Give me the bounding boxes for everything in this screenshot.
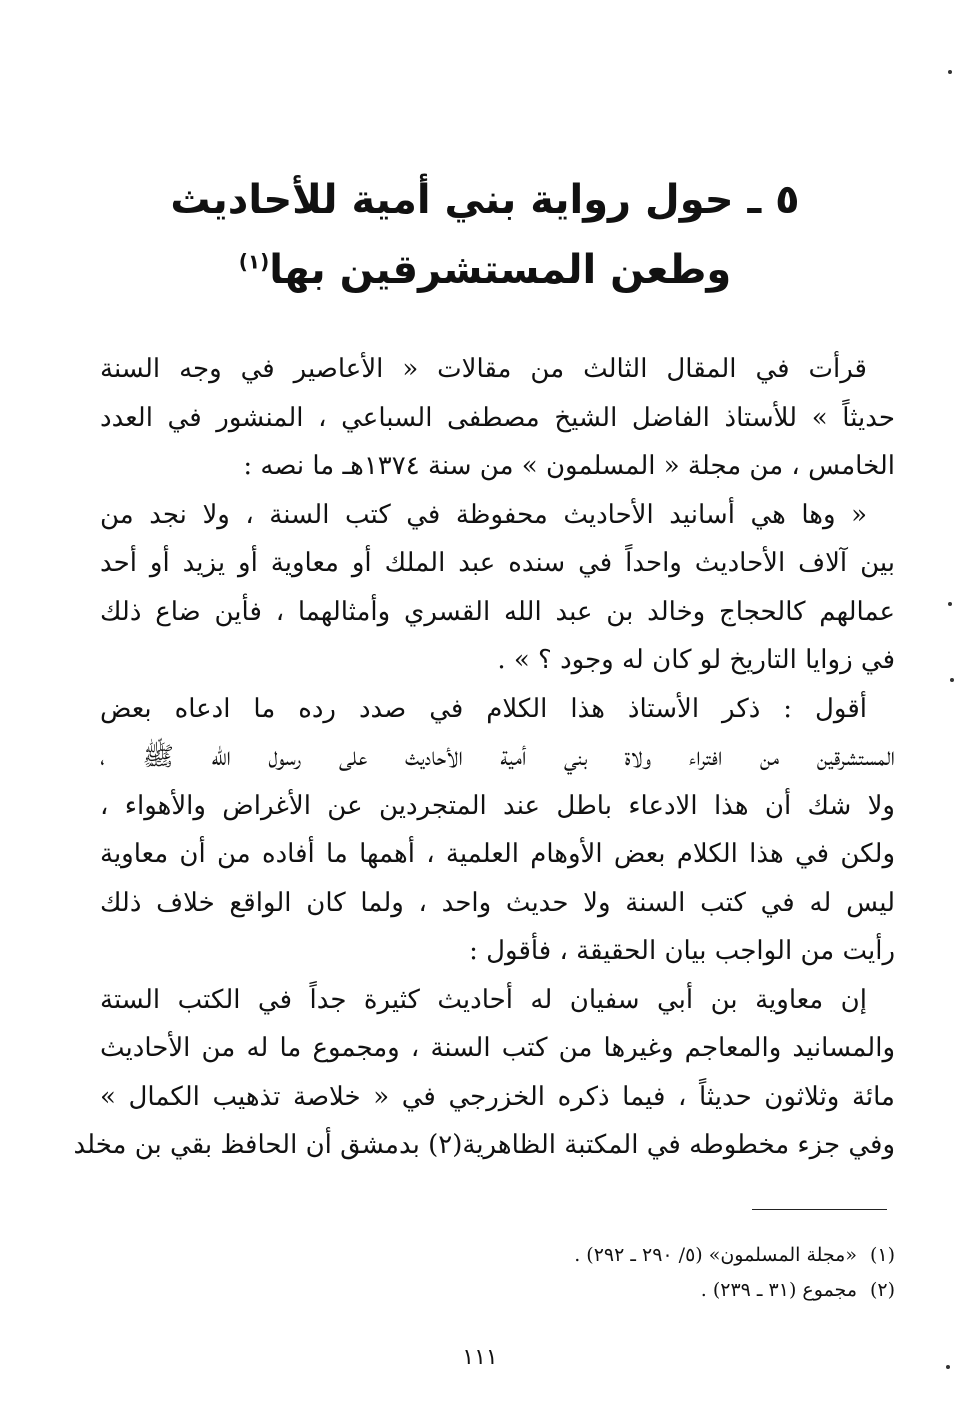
heading-footnote-ref: (١): [238, 249, 270, 274]
footnote-number: (١): [869, 1244, 895, 1266]
text-line: ليس له في كتب السنة ولا حديث واحد ، ولما كان الواقع خلاف ذلك: [100, 887, 895, 918]
footnote-divider: [752, 1209, 887, 1210]
text-line: المستشرقين من افتراء ولاة بني أمية الأحاديث على رسول الله ﷺ ،: [100, 742, 895, 772]
footnote-text: مجموع (٣١ ـ ٢٣٩) .: [700, 1279, 857, 1301]
text-line: أقول : ذكر الأستاذ هذا الكلام في صدد رده ما ادعاه بعض: [100, 693, 867, 724]
paragraph-3: [100, 685, 895, 976]
footnotes: [300, 1238, 895, 1308]
footnote-1: [300, 1238, 895, 1273]
text-line: إن معاوية بن أبي سفيان له أحاديث كثيرة جداً في الكتب الستة: [100, 984, 867, 1015]
footnote-2: [300, 1273, 895, 1308]
body-text: [73, 345, 895, 1170]
text-line: والمسانيد والمعاجم وغيرها من كتب السنة ، ومجموع ما له من الأحاديث: [100, 1033, 895, 1063]
paragraph-4: [73, 976, 895, 1170]
text-line: عمالهم كالحجاج وخالد بن عبد الله القسري وأمثالهما ، فأين ضاع ذلك: [100, 596, 895, 627]
text-line: ولكن في هذا الكلام بعض الأوهام العلمية ، أهمها ما أفاده من أن معاوية: [100, 839, 895, 869]
text-line: بين آلاف الأحاديث واحداً في سنده عبد الملك أو معاوية أو يزيد أو أحد: [100, 548, 895, 578]
scan-edge-mark: [950, 678, 954, 682]
text-line: في زوايا التاريخ لو كان له وجود ؟ » .: [497, 645, 895, 675]
text-line: الخامس ، من مجلة « المسلمون » من سنة ١٣٧٤هـ ما نصه :: [243, 451, 895, 481]
paragraph-2-quote: [100, 491, 895, 685]
text-line: ولا شك أن هذا الادعاء باطل عند المتجردين عن الأغراض والأهواء ،: [100, 790, 895, 821]
footnote-text: «مجلة المسلمون» (٥/ ٢٩٠ ـ ٢٩٢) .: [574, 1244, 857, 1266]
text-line: مائة وثلاثون حديثاً ، فيما ذكره الخزرجي في « خلاصة تذهيب الكمال »: [100, 1081, 895, 1112]
heading-line-2-text: وطعن المستشرقين بها: [269, 247, 732, 293]
chapter-heading: [90, 165, 880, 305]
text-line: رأيت من الواجب بيان الحقيقة ، فأقول :: [469, 936, 895, 966]
scan-edge-mark: [948, 602, 952, 606]
text-line: وفي جزء مخطوطه في المكتبة الظاهرية(٢) بدمشق أن الحافظ بقي بن مخلد: [73, 1130, 895, 1160]
scan-edge-mark: [946, 1365, 950, 1369]
footnote-number: (٢): [869, 1279, 895, 1301]
heading-line-2: [90, 235, 880, 305]
text-line: حديثاً » للأستاذ الفاضل الشيخ مصطفى السباعي ، المنشور في العدد: [100, 402, 895, 433]
page-number: ١١١: [462, 1345, 498, 1370]
text-line: قرأت في المقال الثالث من مقالات « الأعاصير في وجه السنة: [100, 354, 867, 384]
scan-edge-mark: [948, 70, 952, 74]
paragraph-1: [100, 345, 895, 491]
heading-line-1: ٥ ـ حول رواية بني أمية للأحاديث: [170, 177, 800, 223]
text-line: « وها هي أسانيد الأحاديث محفوظة في كتب السنة ، ولا نجد من: [100, 499, 867, 530]
